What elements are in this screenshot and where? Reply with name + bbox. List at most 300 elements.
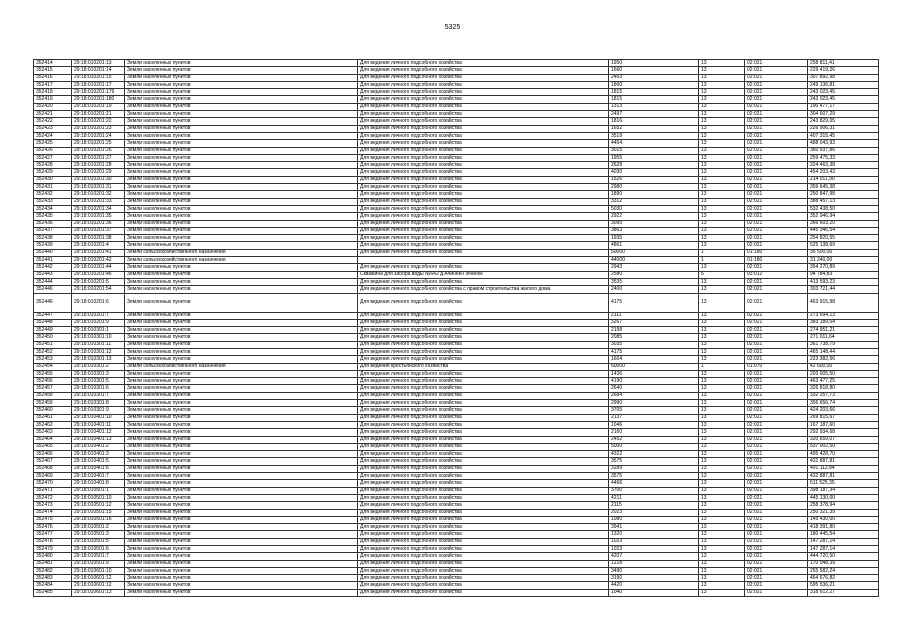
row-index: 352429 [34, 169, 72, 176]
table-row [34, 227, 879, 234]
table-row [34, 334, 879, 341]
row-index: 352421 [34, 111, 72, 118]
cadastral-value: 258 378,94 [808, 502, 879, 509]
cadastral-value: 432 887,81 [808, 458, 879, 465]
code: 02:021 [745, 385, 808, 392]
cadastral-number: 29:18:010401:12 [72, 429, 125, 436]
cadastral-value: 190 477,17 [808, 103, 879, 110]
area: 1890 [609, 191, 699, 198]
cadastral-number: 29:18:010401:13 [72, 436, 125, 443]
cadastral-number: 29:18:010601:12 [72, 582, 125, 589]
area: 2137 [609, 414, 699, 421]
permitted-use: Для ведения личного подсобного хозяйства [358, 319, 609, 326]
cadastral-value: 525 138,69 [808, 242, 879, 249]
area: 3035 [609, 341, 699, 348]
row-index: 352418 [34, 89, 72, 96]
cadastral-number: 29:18:010501:7 [72, 553, 125, 560]
cadastral-number: 29:18:010201:5 [72, 278, 125, 285]
cadastral-number: 29:18:010201:46 [72, 271, 125, 278]
group: 13 [699, 487, 745, 494]
row-index: 352482 [34, 567, 72, 574]
cadastral-number: 29:18:010501:10 [72, 494, 125, 501]
table-row [34, 74, 879, 81]
area: 4322 [609, 451, 699, 458]
group: 13 [699, 546, 745, 553]
row-index: 352470 [34, 480, 72, 487]
cadastral-number: 29:18:010601:12 [72, 575, 125, 582]
cadastral-value: 243 829,05 [808, 118, 879, 125]
permitted-use: Для ведения личного подсобного хозяйства [358, 502, 609, 509]
area: 1950 [609, 60, 699, 67]
cadastral-number: 29:18:010401:11 [72, 421, 125, 428]
permitted-use: Для ведения личного подсобного хозяйства [358, 589, 609, 596]
group: 1 [699, 249, 745, 256]
permitted-use: Для ведения личного подсобного хозяйства [358, 516, 609, 523]
code: 02:021 [745, 96, 808, 103]
row-index: 352417 [34, 81, 72, 88]
permitted-use: Для ведения личного подсобного хозяйства [358, 509, 609, 516]
land-category: Земли населенных пунктов [125, 516, 358, 523]
code: 02:021 [745, 494, 808, 501]
row-index: 352446 [34, 286, 72, 293]
land-category: Земли населенных пунктов [125, 443, 358, 450]
table-row [34, 96, 879, 103]
permitted-use: Для ведения личного подсобного хозяйства [358, 198, 609, 205]
area: 3490 [609, 567, 699, 574]
row-index: 352438 [34, 235, 72, 242]
cadastral-value: 432 887,81 [808, 473, 879, 480]
land-category: Земли населенных пунктов [125, 125, 358, 132]
group: 13 [699, 407, 745, 414]
table-row [34, 414, 879, 421]
cadastral-number: 29:18:010401:10 [72, 414, 125, 421]
permitted-use: Для ведения личного подсобного хозяйства [358, 242, 609, 249]
land-category: Земли населенных пунктов [125, 147, 358, 154]
permitted-use: Для ведения личного подсобного хозяйства [358, 436, 609, 443]
group: 13 [699, 169, 745, 176]
group: 13 [699, 480, 745, 487]
area: 2497 [609, 111, 699, 118]
cadastral-value: 488 043,93 [808, 140, 879, 147]
cadastral-number: 29:18:010501:15 [72, 509, 125, 516]
cadastral-value: 324 463,38 [808, 162, 879, 169]
table-row [34, 213, 879, 220]
row-index: 352463 [34, 429, 72, 436]
area: 1935 [609, 235, 699, 242]
land-category: Земли населенных пунктов [125, 111, 358, 118]
cadastral-value: 360 937,86 [808, 147, 879, 154]
area: 3289 [609, 465, 699, 472]
area: 3535 [609, 278, 699, 285]
land-category: Земли населенных пунктов [125, 184, 358, 191]
cadastral-number: 29:18:010201:36 [72, 220, 125, 227]
cadastral-number: 29:18:010401:7 [72, 473, 125, 480]
code: 02:021 [745, 293, 808, 312]
cadastral-number: 29:18:010501:5 [72, 538, 125, 545]
land-category: Земли населенных пунктов [125, 96, 358, 103]
code: 02:021 [745, 191, 808, 198]
area: 4466 [609, 480, 699, 487]
row-index: 352480 [34, 553, 72, 560]
permitted-use: Для ведения личного подсобного хозяйства [358, 546, 609, 553]
permitted-use: Для ведения личного подсобного хозяйства [358, 118, 609, 125]
code: 02:021 [745, 531, 808, 538]
area: 2023 [609, 509, 699, 516]
area: 2115 [609, 502, 699, 509]
row-index: 352434 [34, 205, 72, 212]
group: 13 [699, 327, 745, 334]
group: 13 [699, 414, 745, 421]
cadastral-number: 29:18:010301:7 [72, 392, 125, 399]
code: 02:021 [745, 421, 808, 428]
table-row [34, 205, 879, 212]
permitted-use: Для ведения личного подсобного хозяйства [358, 553, 609, 560]
table-row [34, 538, 879, 545]
cadastral-number: 29:18:010301:10 [72, 334, 125, 341]
cadastral-number: 29:18:010601:10 [72, 567, 125, 574]
code: 02:021 [745, 220, 808, 227]
table-row [34, 531, 879, 538]
permitted-use: Для ведения личного подсобного хозяйства [358, 385, 609, 392]
code: 02:021 [745, 278, 808, 285]
land-category: Земли населенных пунктов [125, 89, 358, 96]
permitted-use: Для ведения личного подсобного хозяйства [358, 487, 609, 494]
row-index: 352436 [34, 220, 72, 227]
area: 3575 [609, 458, 699, 465]
cadastral-value: 359 645,38 [808, 184, 879, 191]
cadastral-number: 29:18:010201:33 [72, 198, 125, 205]
cadastral-value: 145 430,00 [808, 516, 879, 523]
row-index: 352426 [34, 147, 72, 154]
cadastral-number: 29:18:010201:14 [72, 67, 125, 74]
row-index: 352456 [34, 378, 72, 385]
table-row [34, 242, 879, 249]
permitted-use: Для ведения личного подсобного хозяйства [358, 162, 609, 169]
code: 02:021 [745, 111, 808, 118]
code: 02:021 [745, 429, 808, 436]
table-row [34, 249, 879, 256]
cadastral-value: 532 438,50 [808, 205, 879, 212]
land-category: Земли населенных пунктов [125, 480, 358, 487]
cadastral-value: 388 457,13 [808, 198, 879, 205]
row-index: 352474 [34, 509, 72, 516]
cadastral-number: 29:18:010301:9 [72, 407, 125, 414]
land-category: Земли населенных пунктов [125, 154, 358, 161]
table-row [34, 278, 879, 285]
cadastral-number: 29:18:010401:5 [72, 458, 125, 465]
permitted-use [358, 257, 609, 264]
code: 02:021 [745, 502, 808, 509]
row-index: 352448 [34, 319, 72, 326]
group: 13 [699, 436, 745, 443]
cadastral-value: 332 257,73 [808, 392, 879, 399]
area: 1436 [609, 370, 699, 377]
row-index: 352450 [34, 334, 72, 341]
land-category: Земли населенных пунктов [125, 524, 358, 531]
table-row [34, 553, 879, 560]
code: 02:021 [745, 147, 808, 154]
cadastral-value: 249 136,81 [808, 81, 879, 88]
group: 13 [699, 553, 745, 560]
row-index: 352453 [34, 356, 72, 363]
code: 02:021 [745, 436, 808, 443]
code: 02:021 [745, 546, 808, 553]
area: 3519 [609, 132, 699, 139]
group: 13 [699, 494, 745, 501]
area: 4175 [609, 348, 699, 355]
table-row [34, 312, 879, 319]
row-index: 352451 [34, 341, 72, 348]
row-index: 352428 [34, 162, 72, 169]
land-category: Земли населенных пунктов [125, 205, 358, 212]
cadastral-number: 29:18:010201:179 [72, 89, 125, 96]
permitted-use: Для ведения личного подсобного хозяйства [358, 443, 609, 450]
land-category: Земли населенных пунктов [125, 429, 358, 436]
table-row [34, 560, 879, 567]
cadastral-value: 258 811,41 [808, 60, 879, 67]
area: 4190 [609, 378, 699, 385]
cadastral-value: 243 023,45 [808, 89, 879, 96]
table-row [34, 89, 879, 96]
code: 02:021 [745, 582, 808, 589]
group: 13 [699, 118, 745, 125]
land-category: Земли населенных пунктов [125, 392, 358, 399]
area: 2922 [609, 213, 699, 220]
cadastral-number: 29:18:010401:8 [72, 480, 125, 487]
table-row [34, 582, 879, 589]
row-index: 352455 [34, 370, 72, 377]
row-index: 352416 [34, 74, 72, 81]
area: 1080 [609, 516, 699, 523]
cadastral-value: 352 946,94 [808, 213, 879, 220]
cadastral-number: 29:18:010601:13 [72, 589, 125, 596]
land-category: Земли населенных пунктов [125, 191, 358, 198]
group: 13 [699, 147, 745, 154]
table-row [34, 378, 879, 385]
cadastral-value: 170 048,39 [808, 560, 879, 567]
code: 02:021 [745, 67, 808, 74]
land-category: Земли населенных пунктов [125, 176, 358, 183]
cadastral-value: 147 287,14 [808, 538, 879, 545]
row-index: 352468 [34, 465, 72, 472]
cadastral-value: 259 475,33 [808, 154, 879, 161]
land-category: Земли населенных пунктов [125, 465, 358, 472]
row-index: 352449 [34, 327, 72, 334]
code: 02:021 [745, 103, 808, 110]
area: 44000 [609, 257, 699, 264]
row-index: 352473 [34, 502, 72, 509]
table-row [34, 385, 879, 392]
table-row [34, 575, 879, 582]
cadastral-number: 29:18:010201:30 [72, 176, 125, 183]
cadastral-number: 29:18:010201:28 [72, 162, 125, 169]
permitted-use: Для ведения личного подсобного хозяйства [358, 235, 609, 242]
cadastral-number: 29:18:010201:54 [72, 286, 125, 293]
permitted-use: Для ведения личного подсобного хозяйства [358, 575, 609, 582]
cadastral-number: 29:18:010201:7 [72, 312, 125, 319]
table-row [34, 443, 879, 450]
land-category: Земли населенных пунктов [125, 531, 358, 538]
land-category: Земли населенных пунктов [125, 546, 358, 553]
cadastral-value: 243 023,45 [808, 96, 879, 103]
land-category: Земли населенных пунктов [125, 198, 358, 205]
group: 6 [699, 271, 745, 278]
area: 5030 [609, 205, 699, 212]
cadastral-value: 326 818,80 [808, 385, 879, 392]
cadastral-value: 401 112,84 [808, 465, 879, 472]
permitted-use: Для ведения личного подсобного хозяйства [358, 407, 609, 414]
permitted-use: Скважина для забора воды №642 д.Ачинеи-Починок [358, 271, 609, 278]
table-row [34, 429, 879, 436]
code: 02:021 [745, 400, 808, 407]
table-row [34, 341, 879, 348]
cadastral-value: 214 011,90 [808, 176, 879, 183]
group: 13 [699, 356, 745, 363]
row-index: 352425 [34, 140, 72, 147]
permitted-use: Для ведения личного подсобного хозяйства [358, 132, 609, 139]
cadastral-number: 29:18:010201:32 [72, 191, 125, 198]
table-row [34, 421, 879, 428]
table-row [34, 487, 879, 494]
cadastral-number: 29:18:010201:9 [72, 319, 125, 326]
group: 13 [699, 378, 745, 385]
cadastral-value: 203 005,50 [808, 370, 879, 377]
cadastral-value: 463 477,25 [808, 378, 879, 385]
table-row [34, 319, 879, 326]
code: 02:021 [745, 125, 808, 132]
group: 13 [699, 451, 745, 458]
cadastral-number: 29:18:010201:15 [72, 74, 125, 81]
code: 02:021 [745, 443, 808, 450]
land-category: Земли населенных пунктов [125, 502, 358, 509]
land-category: Земли населенных пунктов [125, 400, 358, 407]
cadastral-value: 94 784,83 [808, 271, 879, 278]
land-category: Земли населенных пунктов [125, 334, 358, 341]
area: 1652 [609, 125, 699, 132]
row-index: 352485 [34, 589, 72, 596]
row-index: 352415 [34, 67, 72, 74]
permitted-use: Для ведения личного подсобного хозяйства [358, 74, 609, 81]
group: 13 [699, 312, 745, 319]
permitted-use: Для ведения личного подсобного хозяйства [358, 293, 609, 312]
permitted-use: Для ведения личного подсобного хозяйства [358, 227, 609, 234]
table-row [34, 103, 879, 110]
code: 02:021 [745, 348, 808, 355]
group: 13 [699, 319, 745, 326]
area: 1526 [609, 176, 699, 183]
group: 13 [699, 341, 745, 348]
area: 3863 [609, 227, 699, 234]
group: 13 [699, 96, 745, 103]
land-category: Земли населенных пунктов [125, 348, 358, 355]
permitted-use: Для ведения личного подсобного хозяйства [358, 494, 609, 501]
cadastral-number: 29:18:010201:42 [72, 257, 125, 264]
cadastral-table [33, 59, 879, 597]
land-category: Земли населенных пунктов [125, 278, 358, 285]
cadastral-value: 418 391,80 [808, 524, 879, 531]
row-index: 352461 [34, 414, 72, 421]
land-category: Земли населенных пунктов [125, 553, 358, 560]
cadastral-value: 180 445,54 [808, 531, 879, 538]
table-row [34, 370, 879, 377]
table-row [34, 132, 879, 139]
area: 3190 [609, 575, 699, 582]
cadastral-number: 29:18:010301:13 [72, 356, 125, 363]
cadastral-number: 29:18:010201:27 [72, 154, 125, 161]
permitted-use: Для ведения личного подсобного хозяйства [358, 67, 609, 74]
group: 13 [699, 334, 745, 341]
permitted-use: Для ведения личного подсобного хозяйства [358, 327, 609, 334]
cadastral-number: 29:18:010401:2 [72, 443, 125, 450]
permitted-use: Для ведения личного подсобного хозяйства [358, 96, 609, 103]
permitted-use: Для ведения личного подсобного хозяйства [358, 414, 609, 421]
group: 13 [699, 74, 745, 81]
row-index: 352481 [34, 560, 72, 567]
cadastral-number: 29:18:010201:17 [72, 81, 125, 88]
group: 13 [699, 235, 745, 242]
cadastral-value: 356 656,74 [808, 400, 879, 407]
code: 02:021 [745, 213, 808, 220]
cadastral-value: 304 607,29 [808, 111, 879, 118]
code: 02:021 [745, 407, 808, 414]
area: 3015 [609, 147, 699, 154]
table-row [34, 235, 879, 242]
row-index: 352479 [34, 546, 72, 553]
cadastral-number: 29:18:010201:31 [72, 184, 125, 191]
cadastral-value: 354 270,89 [808, 264, 879, 271]
group: 13 [699, 443, 745, 450]
cadastral-value: 383 189,04 [808, 319, 879, 326]
code: 01:180 [745, 257, 808, 264]
area: 3705 [609, 407, 699, 414]
code: 02:021 [745, 118, 808, 125]
cadastral-value: 320 659,07 [808, 436, 879, 443]
group: 13 [699, 458, 745, 465]
permitted-use: Для ведения личного подсобного хозяйства [358, 334, 609, 341]
land-category: Земли населенных пунктов [125, 414, 358, 421]
area: 2452 [609, 436, 699, 443]
cadastral-value: 31 240,00 [808, 257, 879, 264]
group: 13 [699, 400, 745, 407]
group: 13 [699, 348, 745, 355]
code: 02:021 [745, 319, 808, 326]
land-category: Земли населенных пунктов [125, 319, 358, 326]
area: 1218 [609, 560, 699, 567]
group: 13 [699, 154, 745, 161]
cadastral-value: 250 321,39 [808, 509, 879, 516]
group: 13 [699, 278, 745, 285]
area: 2640 [609, 385, 699, 392]
land-category: Земли населенных пунктов [125, 370, 358, 377]
cadastral-value: 413 593,23 [808, 278, 879, 285]
group: 13 [699, 509, 745, 516]
cadastral-number: 29:18:010501:12 [72, 502, 125, 509]
table-row [34, 473, 879, 480]
cadastral-value: 464 676,82 [808, 575, 879, 582]
land-category: Земли населенных пунктов [125, 264, 358, 271]
code: 03:012 [745, 271, 808, 278]
land-category: Земли населенных пунктов [125, 356, 358, 363]
code: 02:021 [745, 487, 808, 494]
area: 1816 [609, 118, 699, 125]
row-index: 352471 [34, 487, 72, 494]
table-row [34, 118, 879, 125]
code: 02:021 [745, 140, 808, 147]
land-category: Земли населенных пунктов [125, 436, 358, 443]
area: 4420 [609, 582, 699, 589]
row-index: 352441 [34, 257, 72, 264]
cadastral-number: 29:18:010301:12 [72, 348, 125, 355]
